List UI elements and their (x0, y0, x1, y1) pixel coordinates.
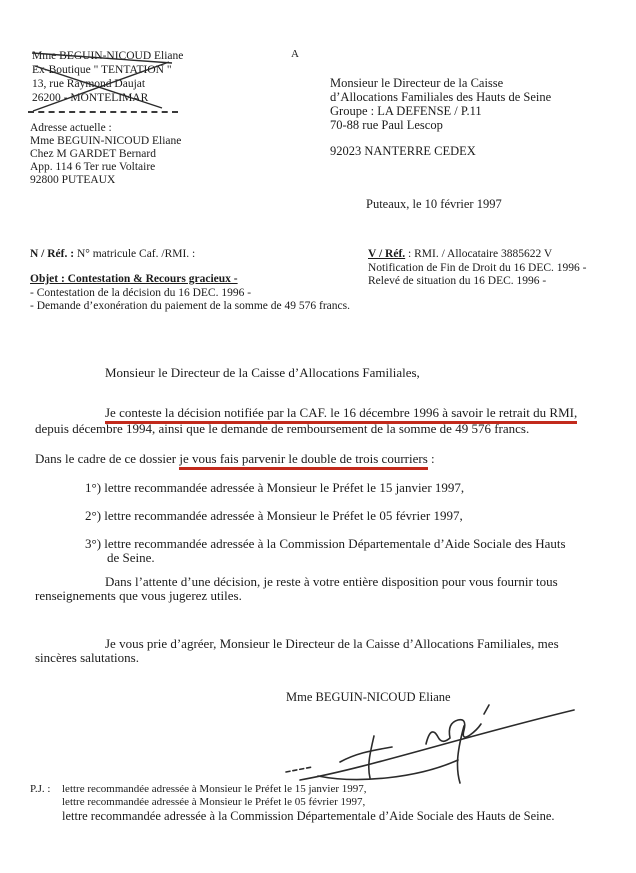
paragraph-2-tail: : (427, 451, 435, 466)
your-ref-line: Relevé de situation du 16 DEC. 1996 - (368, 275, 547, 287)
recipient-line: 70-88 rue Paul Lescop (330, 118, 443, 132)
corner-mark: A (291, 48, 299, 60)
body-paragraph-3-line-2: renseignements que vous jugerez utiles. (35, 588, 242, 603)
subject-line: - Demande d’exonération du paiement de la somme de 49 576 francs. (30, 300, 350, 312)
red-underlined-claim: Je conteste la décision notifiée par la CAF. le 16 décembre 1996 à savoir le retrait du RMI, (105, 405, 577, 424)
old-address-line: Mme BEGUIN-NICOUD Eliane (32, 50, 184, 62)
current-address-label: Adresse actuelle : (30, 122, 112, 134)
old-address-line: 26200 - MONTELIMAR (32, 92, 149, 104)
your-ref (368, 248, 552, 261)
current-address-line: App. 114 6 Ter rue Voltaire (30, 161, 156, 173)
body-paragraph-2 (35, 452, 435, 467)
list-item-1: 1°) lettre recommandée adressée à Monsieur le Préfet le 15 janvier 1997, (85, 480, 465, 495)
recipient-city: 92023 NANTERRE CEDEX (330, 144, 476, 158)
closing-paragraph-line-1: Je vous prie d’agréer, Monsieur le Directeur de la Caisse d’Allocations Familiales, mes (105, 636, 559, 651)
closing-paragraph-line-2: sincères salutations. (35, 650, 139, 665)
recipient-line: Groupe : LA DEFENSE / P.11 (330, 104, 482, 118)
old-address-line: Ex-Boutique " TENTATION " (32, 64, 172, 76)
your-ref-value: : RMI. / Allocataire 3885622 V (405, 248, 553, 260)
list-item-3-line-2: de Seine. (107, 550, 155, 565)
our-ref-value: N° matricule Caf. /RMI. : (74, 248, 196, 260)
enclosure-line: lettre recommandée adressée à Monsieur le Préfet le 05 février 1997, (62, 796, 366, 808)
handwritten-signature-icon (278, 698, 578, 784)
current-address-line: Chez M GARDET Bernard (30, 148, 156, 160)
recipient-line: d’Allocations Familiales des Hauts de Seine (330, 90, 552, 104)
salutation: Monsieur le Directeur de la Caisse d’Allocations Familiales, (105, 365, 420, 380)
recipient-line: Monsieur le Directeur de la Caisse (330, 76, 504, 90)
body-paragraph-3-line-1: Dans l’attente d’une décision, je reste à votre entière disposition pour vous fournir tous (105, 574, 558, 589)
subject-title: Objet : Contestation & Recours gracieux - (30, 273, 238, 285)
our-ref-label: N / Réf. : (30, 248, 75, 260)
your-ref-label: V / Réf. (368, 248, 406, 260)
old-address-line: 13, rue Raymond Daujat (32, 78, 146, 90)
list-item-3-line-1: 3°) lettre recommandée adressée à la Commission Départementale d’Aide Sociale des Hauts (85, 536, 566, 551)
signatory-name: Mme BEGUIN-NICOUD Eliane (286, 690, 451, 704)
list-item-2: 2°) lettre recommandée adressée à Monsieur le Préfet le 05 février 1997, (85, 508, 463, 523)
current-address-line: 92800 PUTEAUX (30, 174, 116, 186)
our-ref (30, 248, 195, 261)
your-ref-line: Notification de Fin de Droit du 16 DEC. 1996 - (368, 262, 587, 274)
address-separator-rule (28, 111, 178, 113)
current-address-line: Mme BEGUIN-NICOUD Eliane (30, 135, 182, 147)
cross-out-strokes-icon (26, 46, 178, 114)
body-paragraph-1-line-2: depuis décembre 1994, ainsi que le demande de remboursement de la somme de 49 576 francs. (35, 421, 530, 436)
enclosure-line: lettre recommandée adressée à Monsieur le Préfet le 15 janvier 1997, (62, 783, 367, 795)
paragraph-2-lead: Dans le cadre de ce dossier (35, 451, 180, 466)
enclosures-label: P.J. : (30, 783, 51, 795)
enclosure-line: lettre recommandée adressée à la Commission Départementale d’Aide Sociale des Hauts de Seine. (62, 809, 555, 823)
dateline: Puteaux, le 10 février 1997 (366, 197, 502, 211)
red-underlined-phrase: je vous fais parvenir le double de trois courriers (179, 451, 427, 470)
body-paragraph-1-line-1 (105, 406, 577, 421)
subject-line: - Contestation de la décision du 16 DEC. 1996 - (30, 287, 252, 299)
